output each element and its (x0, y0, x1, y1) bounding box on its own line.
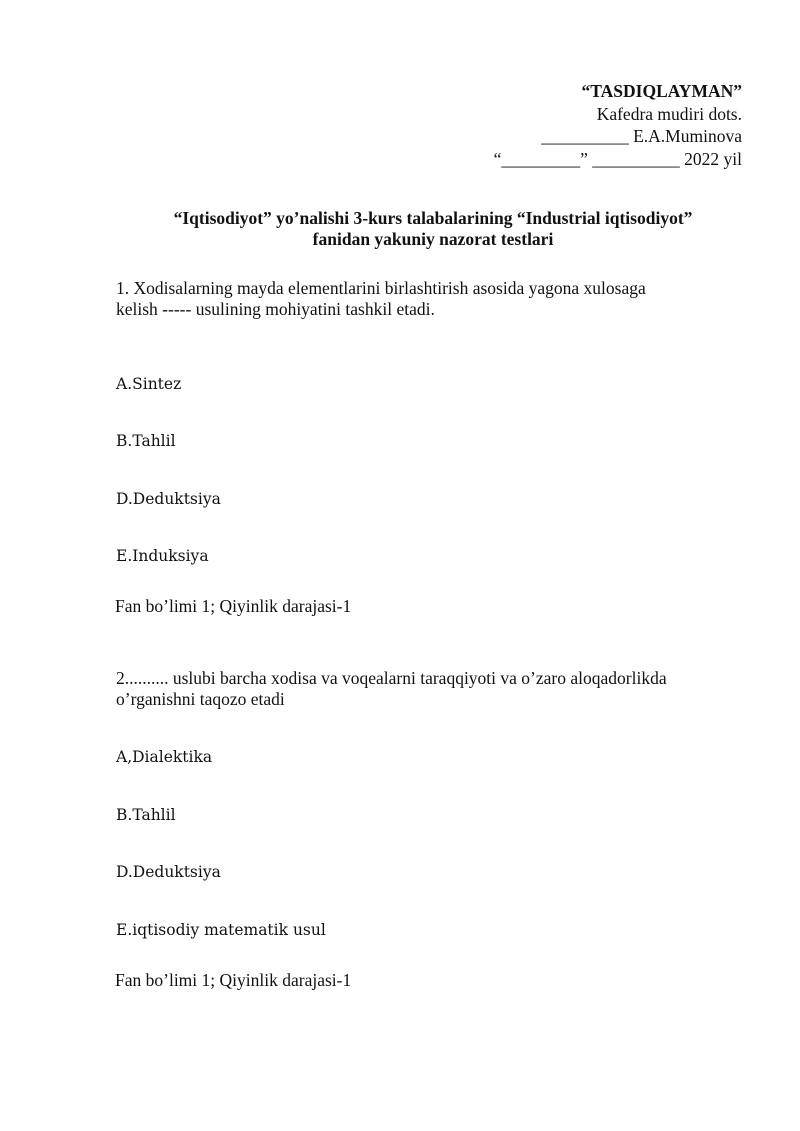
approval-signature: __________ E.A.Muminova (541, 126, 742, 146)
question-1-line-1: 1. Xodisalarning mayda elementlarini birlashtirish asosida yagona xulosaga (116, 278, 646, 298)
question-2-meta: Fan bo’limi 1; Qiyinlik darajasi-1 (115, 970, 352, 990)
approval-block (494, 80, 742, 170)
question-2-option-d: D.Deduktsiya (116, 863, 221, 881)
document-heading (0, 208, 800, 250)
question-1-option-e: E.Induksiya (116, 547, 209, 565)
approval-position: Kafedra mudiri dots. (596, 103, 742, 124)
question-1-option-d: D.Deduktsiya (116, 490, 221, 508)
heading-line-1: “Iqtisodiyot” yo’nalishi 3-kurs talabalarining “Industrial iqtisodiyot” (173, 208, 693, 228)
question-1-text (116, 278, 716, 320)
question-2-option-e: E.iqtisodiy matematik usul (116, 921, 326, 939)
question-1-meta: Fan bo’limi 1; Qiyinlik darajasi-1 (115, 596, 352, 616)
question-2-text (116, 668, 716, 710)
question-2-line-2: o’rganishni taqozo etadi (116, 689, 285, 709)
question-1-line-2: kelish ----- usulining mohiyatini tashkil etadi. (116, 299, 435, 319)
question-2-line-1: 2.......... uslubi barcha xodisa va voqealarni taraqqiyoti va o’zaro aloqadorlikda (116, 668, 667, 688)
approval-title: “TASDIQLAYMAN” (581, 81, 742, 101)
heading-line-2: fanidan yakuniy nazorat testlari (312, 229, 554, 249)
approval-date: “_________” __________ 2022 yil (493, 148, 742, 169)
question-1-option-b: B.Tahlil (116, 432, 176, 450)
question-2-option-a: A,Dialektika (116, 748, 213, 766)
question-1-option-a: A.Sintez (116, 375, 182, 393)
question-2-option-b: B.Tahlil (116, 806, 176, 824)
